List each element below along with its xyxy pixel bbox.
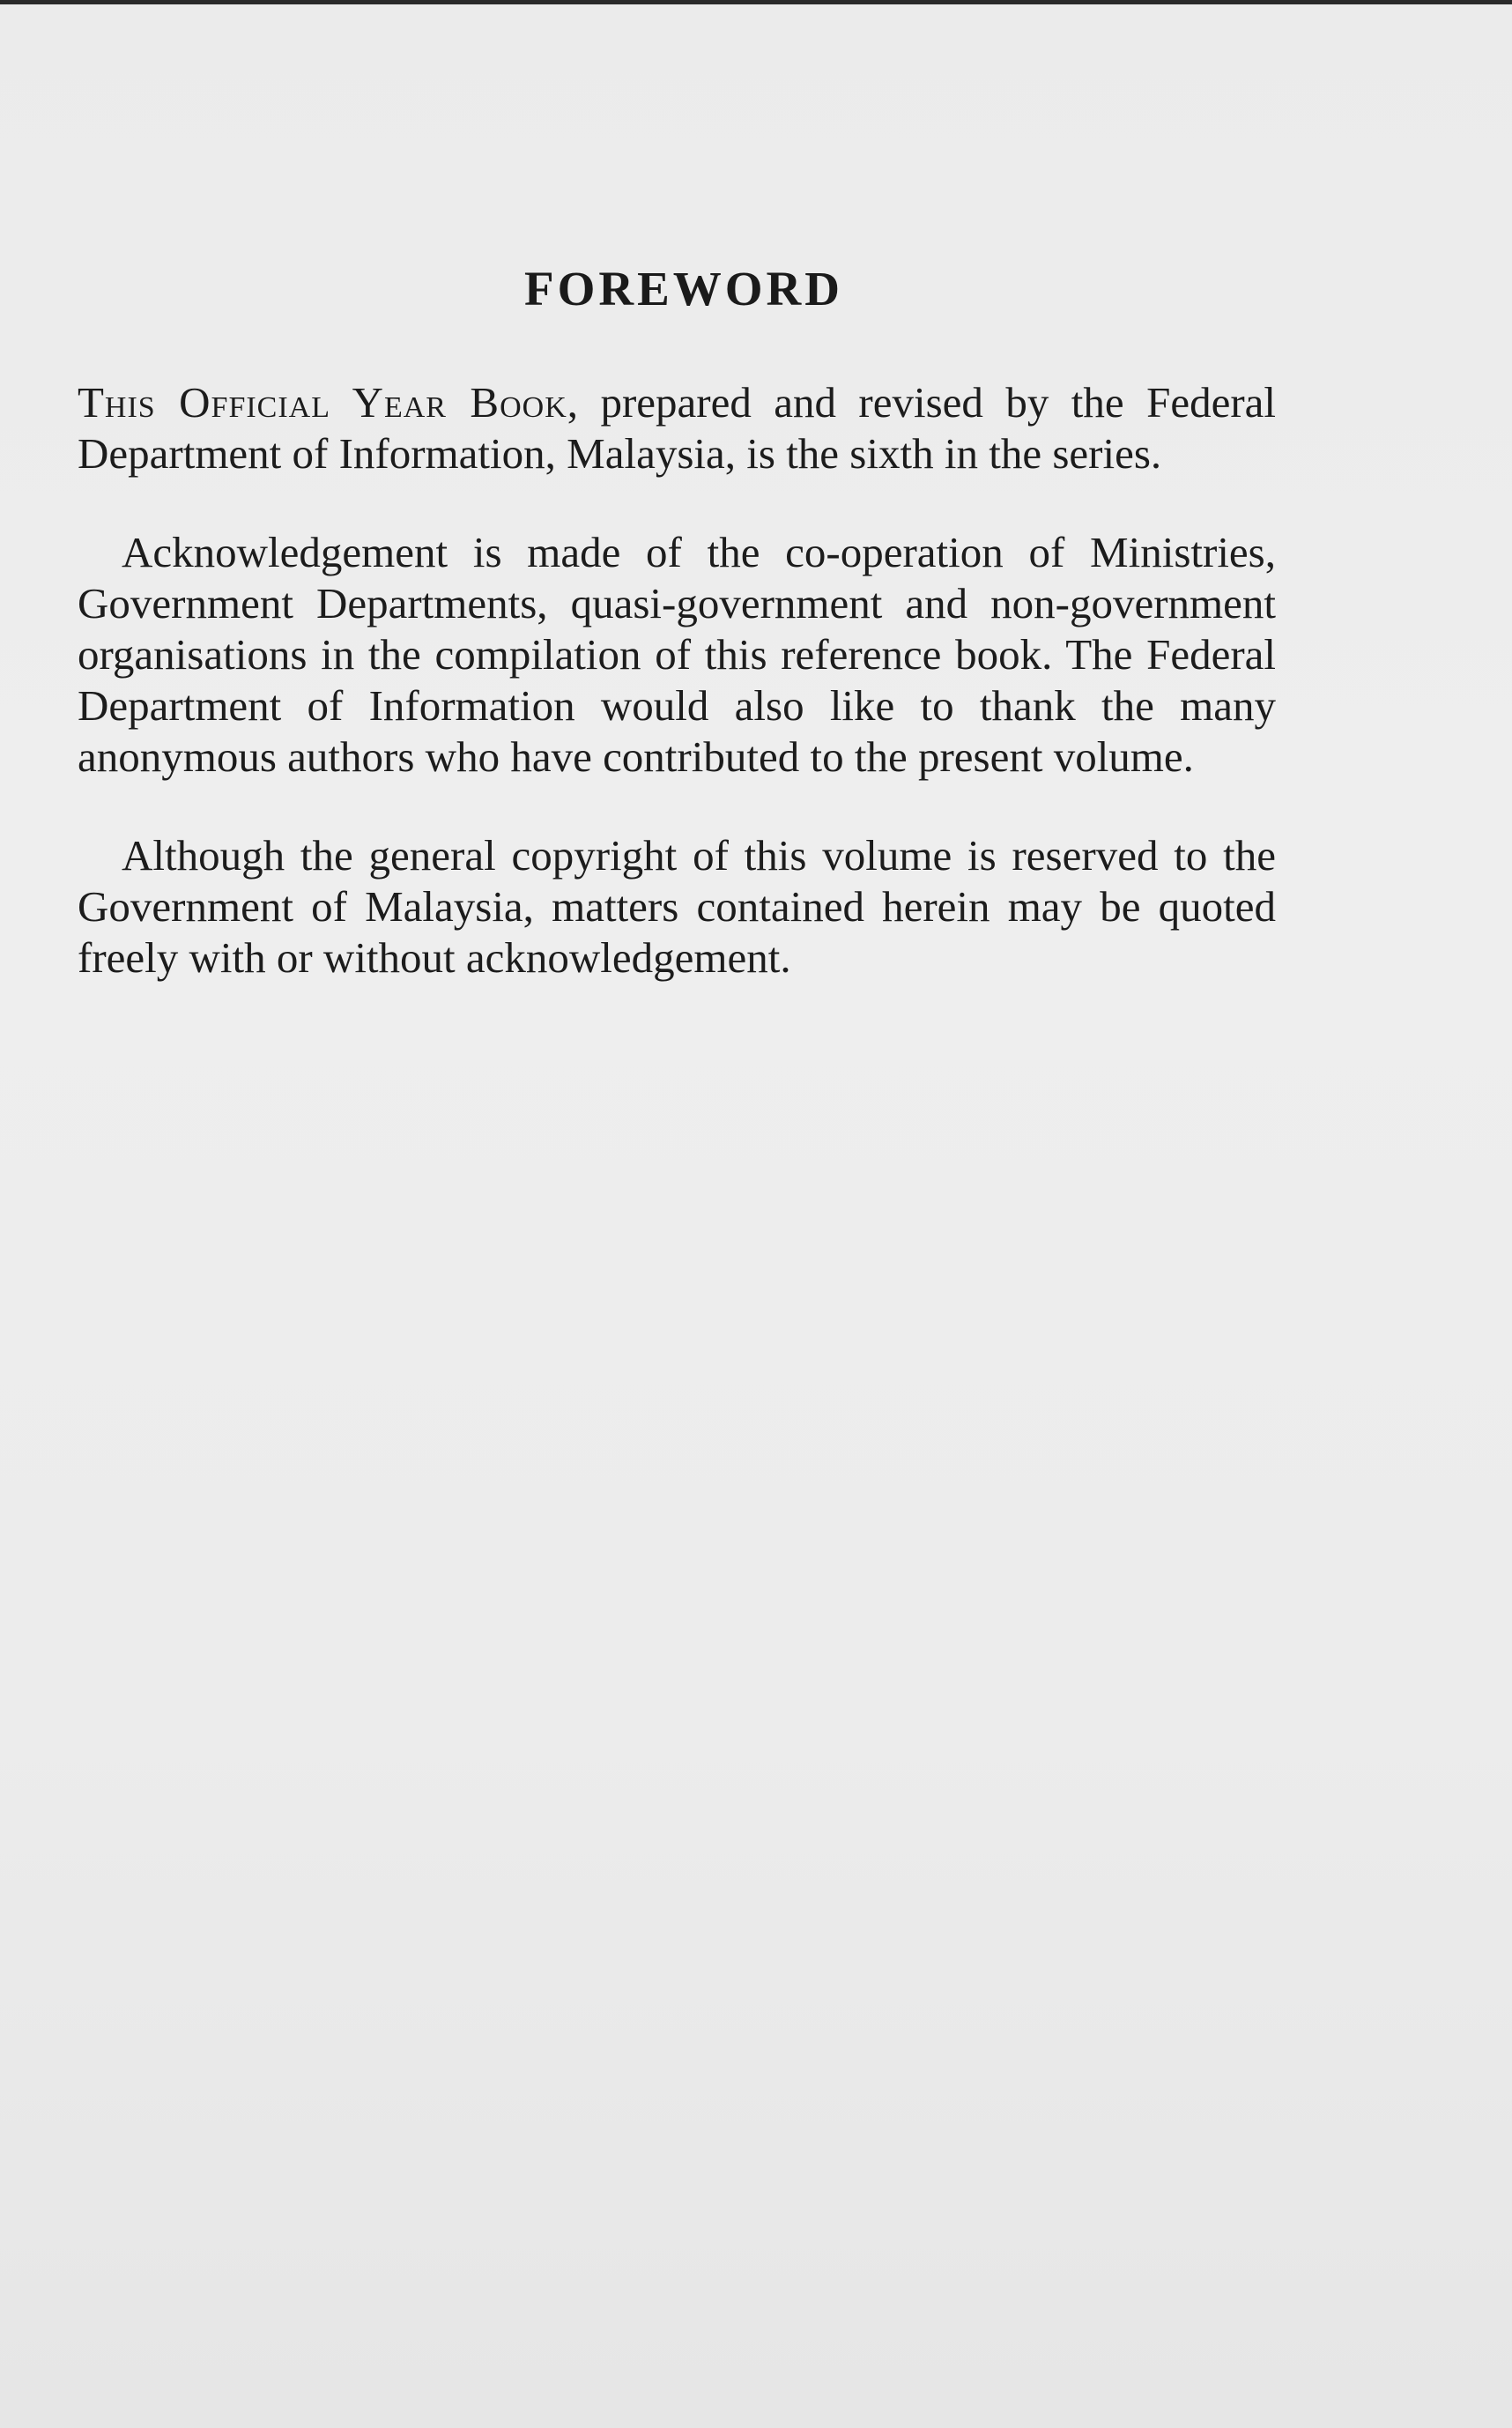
paragraph-acknowledgement: Acknowledgement is made of the co-operation of Ministries, Government Departments, quasi-government and non-government organisations in the compilation of this reference book. The Federal Department of Information would also like to thank the many anonymous authors who have contributed to the present volume. <box>78 528 1276 781</box>
page-title: FOREWORD <box>524 262 843 316</box>
page-top-edge <box>0 0 1512 4</box>
paragraph-intro-text: , prepared and revised by the Federal Department of Information, Malaysia, is the sixth in the series. <box>78 378 1276 478</box>
foreword-body <box>78 377 1276 1031</box>
paragraph-intro <box>78 377 1276 479</box>
paragraph-copyright: Although the general copyright of this volume is reserved to the Government of Malaysia, matters contained herein may be quoted freely with or without acknowledgement. <box>78 831 1276 982</box>
book-title-small-caps: This Official Year Book <box>78 378 567 427</box>
